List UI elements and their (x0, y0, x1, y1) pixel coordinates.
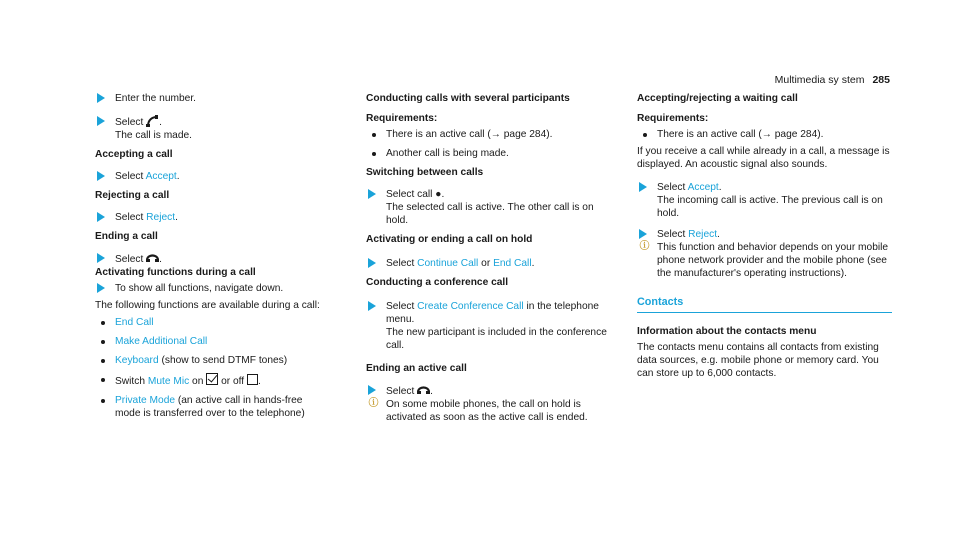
arrow-bullet-icon (368, 301, 376, 311)
reject-link[interactable]: Reject (146, 212, 176, 223)
contacts-section-title: Contacts (637, 296, 892, 313)
step-accept: Select Accept. (95, 170, 340, 183)
step-enter-number: Enter the number. (95, 92, 340, 105)
step-conference: Select Create Conference Call in the telephone menu. The new participant is included in the conference call. (366, 300, 611, 352)
rejecting-heading: Rejecting a call (95, 190, 170, 201)
mute-mic-link[interactable]: Mute Mic (147, 376, 190, 387)
list-item: There is an active call (→ page 284). (637, 128, 892, 141)
info-contacts-heading: Information about the contacts menu (637, 326, 817, 337)
arrow-bullet-icon (639, 182, 647, 192)
arrow-bullet-icon (97, 212, 105, 222)
radio-dot-icon: ● (435, 189, 442, 200)
requirements-label: Requirements: (366, 113, 438, 124)
list-item (95, 335, 340, 348)
continue-call-link[interactable]: Continue Call (417, 258, 479, 269)
column-3 (637, 92, 892, 380)
step-show-all: To show all functions, navigate down. (95, 282, 340, 295)
arrow-bullet-icon (368, 258, 376, 268)
make-additional-call-link[interactable]: Make Additional Call (115, 336, 208, 347)
arrow-bullet-icon (97, 116, 105, 126)
list-item: Keyboard (show to send DTMF tones) (95, 354, 340, 367)
page-header (775, 74, 890, 87)
end-call-link[interactable]: End Call (115, 317, 154, 328)
step-reject: Select Reject. (637, 228, 892, 241)
activating-hold-heading: Activating or ending a call on hold (366, 234, 533, 245)
activating-heading: Activating functions during a call (95, 267, 256, 278)
private-mode-link[interactable]: Private Mode (115, 395, 176, 406)
arrow-bullet-icon (368, 385, 376, 395)
following-para: The following functions are available during a call: (95, 300, 320, 311)
keyboard-link[interactable]: Keyboard (115, 355, 159, 366)
step-reject: Select Reject. (95, 211, 340, 224)
info-note: ⓘ On some mobile phones, the call on hold is activated as soon as the active call is ended. (368, 398, 588, 423)
section-name: Multimedia sy stem (774, 74, 865, 86)
arrow-bullet-icon (639, 229, 647, 239)
step-select-call: Select call ●. The selected call is active. The other call is on hold. (366, 188, 611, 227)
list-item: Another call is being made. (366, 147, 611, 160)
info-contacts-para: The contacts menu contains all contacts from existing data sources, e.g. mobile phone or memory card. You can store up to 6,000 contacts. (637, 342, 879, 379)
list-item: Private Mode (an active call in hands-free mode is transferred over to the telephone) (95, 394, 340, 420)
info-note-icon: ⓘ (639, 241, 650, 252)
info-note: ⓘ This function and behavior depends on your mobile phone network provider and the mobile phone (see the manufacturer's operating instructions). (639, 241, 889, 279)
step-select-call: Select . The call is made. (95, 115, 340, 142)
arrow-bullet-icon (97, 171, 105, 181)
switching-heading: Switching between calls (366, 167, 484, 178)
conference-heading: Conducting a conference call (366, 277, 509, 288)
accepting-waiting-heading: Accepting/rejecting a waiting call (637, 93, 798, 104)
page-number: 285 (872, 74, 890, 86)
checkbox-checked-icon (206, 373, 218, 385)
ending-heading: Ending a call (95, 231, 158, 242)
requirements-label: Requirements: (637, 113, 709, 124)
phone-accept-icon (146, 115, 159, 127)
step-continue: Select Continue Call or End Call. (366, 257, 611, 270)
step-hangup: Select . (95, 252, 340, 266)
receive-para: If you receive a call while already in a call, a message is displayed. An acoustic signal also sounds. (637, 146, 890, 170)
column-1 (95, 92, 340, 420)
accept-link[interactable]: Accept (145, 171, 177, 182)
info-note-icon: ⓘ (368, 398, 379, 409)
arrow-bullet-icon (97, 283, 105, 293)
arrow-bullet-icon (97, 253, 105, 263)
end-call-link[interactable]: End Call (493, 258, 532, 269)
list-item: There is an active call (→ page 284). (366, 128, 611, 141)
list-item: Switch Mute Mic on or off . (95, 373, 340, 388)
create-conference-link[interactable]: Create Conference Call (417, 301, 524, 312)
phone-hangup-icon (417, 384, 430, 396)
step-hangup: Select . (366, 384, 611, 398)
arrow-bullet-icon (97, 93, 105, 103)
list-item (95, 316, 340, 329)
phone-hangup-icon (146, 252, 159, 264)
accept-link[interactable]: Accept (687, 182, 719, 193)
column-2 (366, 92, 611, 424)
conducting-heading: Conducting calls with several participants (366, 93, 570, 104)
arrow-bullet-icon (368, 189, 376, 199)
step-accept: Select Accept. The incoming call is active. The previous call is on hold. (637, 181, 892, 220)
ending-active-heading: Ending an active call (366, 363, 467, 374)
reject-link[interactable]: Reject (688, 229, 718, 240)
accepting-heading: Accepting a call (95, 149, 173, 160)
checkbox-empty-icon (247, 374, 258, 385)
